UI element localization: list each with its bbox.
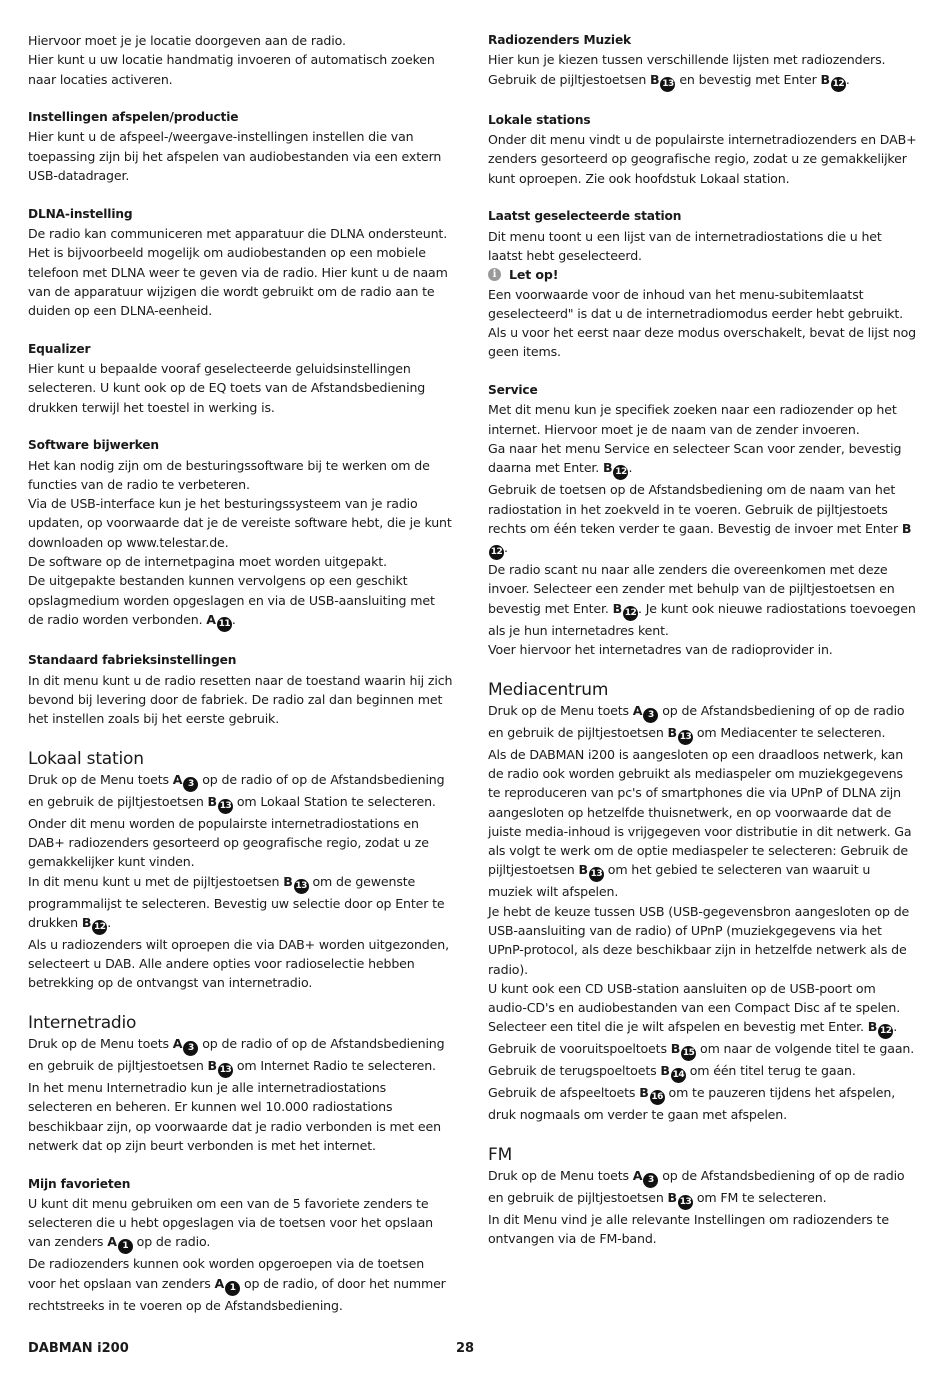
- intro-section: [28, 31, 453, 89]
- text: . Je kunt ook nieuwe radiostations toevoegen als je hun internetadres kent.: [488, 600, 916, 638]
- dlna-title: DLNA-instelling: [28, 206, 133, 221]
- text: Druk op de Menu toets: [28, 1036, 173, 1052]
- media-p3: Je hebt de keuze tussen USB (USB-gegevensbron aangesloten op de USB-aansluiting van de radio) of UPnP (muziekgegevens via het UPnP-protocol, als deze beschikbaar zijn in hetzelfde netwerk als de radio).: [488, 903, 910, 977]
- service-title: Service: [488, 383, 538, 398]
- ref-letter: A: [632, 702, 643, 718]
- equalizer-text: Hier kunt u bepaalde vooraf geselecteerde geluidsinstellingen selecteren. U kunt ook op de EQ toets van de Afstandsbediening drukken terwijl het toestel in werking is.: [28, 361, 426, 415]
- ref-letter: B: [283, 873, 293, 889]
- text: Gebruik de afspeeltoets: [488, 1085, 640, 1101]
- factory-section: [28, 651, 453, 728]
- ref-letter: B: [639, 1085, 649, 1101]
- software-p4: [28, 571, 453, 632]
- text: om de gewenste programmalijst te selecteren. Bevestig uw selectie door op Enter te drukken: [28, 873, 445, 930]
- internet-p1: [28, 1034, 453, 1078]
- ref-badge: 13: [660, 77, 675, 92]
- equalizer-title: Equalizer: [28, 341, 91, 356]
- dlna-text: De radio kan communiceren met apparatuur die DLNA ondersteunt. Het is bijvoorbeeld mogelijk om audiobestanden op een mobiele telefoon met DLNA weer te geven via de radio. Hier kunt u de naam van de apparatuur wijzigen die wordt gebruikt om de radio aan te duiden op een DLNA-eenheid.: [28, 225, 448, 319]
- text: op de Afstandsbediening of op de radio en gebruik de pijltjestoetsen: [488, 702, 905, 740]
- ref-badge: 3: [183, 777, 198, 792]
- note-text: Een voorwaarde voor de inhoud van het menu-subitemlaatst geselecteerd" is dat u de internetradiomodus eerder hebt gebruikt. Als u voor het eerst naar deze modus overschakelt, bevat de lijst nog geen items.: [488, 286, 917, 360]
- factory-text: In dit menu kunt u de radio resetten naar de toestand waarin hij zich bevond bij levering door de fabriek. De radio zal dan beginnen met het instellen zoals bij het eerste gebruik.: [28, 672, 453, 727]
- ref-letter: B: [901, 520, 912, 536]
- ref-badge: 11: [217, 617, 232, 632]
- ref-badge: 3: [643, 1173, 658, 1188]
- ref-badge: 3: [183, 1041, 198, 1056]
- intro-line-1: Hiervoor moet je je locatie doorgeven aan de radio.: [28, 33, 346, 48]
- text: Ga naar het menu Service en selecteer Scan voor zender, bevestig daarna met Enter.: [488, 440, 902, 476]
- text: om Internet Radio te selecteren.: [232, 1058, 436, 1074]
- service-p5: Voer hiervoor het internetadres van de radioprovider in.: [488, 642, 833, 658]
- service-p3: [488, 480, 918, 560]
- ref-badge: 12: [831, 77, 846, 92]
- text: om het gebied te selecteren van waaruit u muziek wilt afspelen.: [488, 862, 871, 900]
- ref-badge: 13: [589, 867, 604, 882]
- fm-heading: FM: [488, 1145, 513, 1166]
- muziek-section: [488, 31, 918, 92]
- ref-letter: B: [578, 862, 588, 878]
- lokale-title: Lokale stations: [488, 112, 591, 127]
- text: .: [893, 1019, 898, 1035]
- playback-title: Instellingen afspelen/productie: [28, 110, 239, 125]
- ref-letter: B: [667, 724, 677, 740]
- media-p2: [488, 745, 918, 902]
- text: Gebruik de terugspoeltoets: [488, 1063, 661, 1079]
- software-p3: De software op de internetpagina moet worden uitgepakt.: [28, 554, 387, 570]
- software-p1: Het kan nodig zijn om de besturingssoftware bij te werken om de functies van de radio te verbeteren.: [28, 457, 430, 492]
- ref-letter: B: [667, 1190, 677, 1206]
- software-title: Software bijwerken: [28, 438, 159, 453]
- text: en bevestig met Enter: [675, 71, 821, 87]
- lokaal-p4: Als u radiozenders wilt oproepen die via DAB+ worden uitgezonden, selecteert u DAB. Alle andere opties voor radioselectie hebben betrekking op de ontvangst van internetradio.: [28, 936, 449, 991]
- fm-section: [488, 1144, 918, 1249]
- media-section: [488, 679, 918, 1125]
- ref-letter: B: [820, 71, 830, 87]
- text: .: [628, 460, 633, 476]
- text: .: [504, 540, 508, 556]
- ref-badge: 12: [623, 606, 638, 621]
- ref-badge: 3: [643, 708, 658, 723]
- text: om Mediacenter te selecteren.: [692, 724, 886, 740]
- fm-p1: [488, 1166, 918, 1210]
- ref-badge: 14: [671, 1068, 686, 1083]
- muziek-title: Radiozenders Muziek: [488, 33, 632, 47]
- lokaal-p1: [28, 770, 453, 814]
- lokale-text: Onder dit menu vindt u de populairste internetradiozenders en DAB+ zenders gesorteerd op geografische regio, zodat u ze gemakkelijker kunt oproepen. Zie ook hoofdstuk Lokaal station.: [488, 132, 917, 186]
- text: op de radio.: [132, 1234, 211, 1250]
- text: om FM te selecteren.: [692, 1190, 827, 1206]
- text: .: [107, 914, 112, 930]
- text: op de radio of op de Afstandsbediening en gebruik de pijltjestoetsen: [28, 771, 445, 809]
- text: De radio scant nu naar alle zenders die overeenkomen met deze invoer. Selecteer een zender met behulp van de pijltjestoetsen en bevestig met Enter.: [488, 562, 895, 616]
- laatst-title: Laatst geselecteerde station: [488, 209, 682, 224]
- media-p5: [488, 1039, 918, 1061]
- text: In dit menu kunt u met de pijltjestoetsen: [28, 873, 284, 889]
- laatst-text: Dit menu toont u een lijst van de internetradiostations die u het laatst hebt geselecteerd.: [488, 228, 882, 263]
- ref-badge: 15: [681, 1046, 696, 1061]
- lokale-section: [488, 111, 918, 188]
- media-p7: [488, 1083, 918, 1124]
- service-p1: Met dit menu kun je specifiek zoeken naar een radiozender op het internet. Hiervoor moet je de naam van de zender invoeren.: [488, 402, 897, 437]
- text: .: [845, 71, 850, 87]
- text: De radiozenders kunnen ook worden opgeroepen via de toetsen voor het opslaan van zenders: [28, 1256, 425, 1291]
- laatst-section: [488, 207, 918, 361]
- ref-badge: 12: [92, 920, 107, 935]
- text: om Lokaal Station te selecteren.: [232, 793, 436, 809]
- text: om één titel terug te gaan.: [685, 1063, 856, 1079]
- text: U kunt ook een CD USB-station aansluiten op de USB-poort om audio-CD's en audiobestanden van een Compact Disc af te spelen. Selecteer een titel die je wilt afspelen en bevestig met Enter.: [488, 980, 901, 1035]
- ref-badge: 13: [678, 730, 693, 745]
- ref-letter: A: [632, 1168, 643, 1184]
- ref-badge: 12: [878, 1024, 893, 1039]
- text: op de Afstandsbediening of op de radio en gebruik de pijltjestoetsen: [488, 1168, 905, 1206]
- ref-badge: 13: [678, 1195, 693, 1210]
- muziek-text: [488, 50, 918, 91]
- internet-section: [28, 1012, 453, 1155]
- ref-badge: 12: [613, 465, 628, 480]
- software-p4-end: .: [231, 611, 236, 627]
- ref-badge: 13: [218, 799, 233, 814]
- software-p2: Via de USB-interface kun je het besturingssysteem van je radio updaten, op voorwaarde dat je de vereiste software hebt, die je kunt downloaden op www.telestar.de.: [28, 496, 452, 550]
- left-column: [28, 31, 453, 1334]
- ref-letter: B: [207, 1058, 217, 1074]
- ref-letter: B: [650, 71, 660, 87]
- ref-letter: A: [214, 1275, 225, 1291]
- text: Gebruik de vooruitspoeltoets: [488, 1041, 671, 1057]
- ref-letter: B: [603, 460, 613, 476]
- info-icon: i: [488, 268, 501, 281]
- ref-badge: 13: [218, 1063, 233, 1078]
- lokaal-heading: Lokaal station: [28, 748, 144, 769]
- ref-letter: B: [670, 1041, 681, 1057]
- favorieten-p2: [28, 1254, 453, 1315]
- software-p4-text: De uitgepakte bestanden kunnen vervolgens op een geschikt opslagmedium worden opgeslagen en via de USB-aansluiting met de radio worden verbonden.: [28, 573, 435, 627]
- ref-letter: A: [206, 611, 216, 627]
- service-p4: [488, 560, 918, 640]
- ref-letter: A: [172, 771, 183, 787]
- ref-badge: 13: [294, 879, 309, 894]
- text: U kunt dit menu gebruiken om een van de 5 favoriete zenders te selecteren die u hebt opgeslagen via de toetsen voor het opslaan van zenders: [28, 1195, 433, 1250]
- text: Gebruik de toetsen op de Afstandsbediening om de naam van het radiostation in het zoekveld in te voeren. Gebruik de pijltjestoets rechts om één teken verder te gaan. Bevestig de invoer met Enter: [488, 482, 902, 536]
- text: om naar de volgende titel te gaan.: [696, 1041, 915, 1057]
- text: Druk op de Menu toets: [488, 702, 633, 718]
- favorieten-p1: [28, 1194, 453, 1255]
- media-p6: [488, 1061, 918, 1083]
- service-p2: [488, 439, 918, 480]
- ref-badge: 12: [489, 545, 504, 560]
- text: op de radio of op de Afstandsbediening en gebruik de pijltjestoetsen: [28, 1036, 445, 1074]
- internet-heading: Internetradio: [28, 1013, 137, 1034]
- text: Druk op de Menu toets: [488, 1168, 633, 1184]
- media-heading: Mediacentrum: [488, 679, 609, 700]
- playback-text: Hier kunt u de afspeel-/weergave-instellingen instellen die van toepassing zijn bij het afspelen van audiobestanden via een extern USB-datadrager.: [28, 129, 442, 184]
- footer-model: DABMAN i200: [28, 1341, 129, 1356]
- ref-letter: A: [107, 1234, 117, 1250]
- text: Hier kun je kiezen tussen verschillende lijsten met radiozenders. Gebruik de pijltjestoetsen: [488, 52, 886, 87]
- equalizer-section: [28, 340, 453, 417]
- lokaal-p3: [28, 872, 453, 935]
- favorieten-section: [28, 1175, 453, 1315]
- service-section: [488, 381, 918, 659]
- ref-letter: A: [172, 1036, 183, 1052]
- note-title: Let op!: [509, 267, 559, 283]
- ref-letter: B: [867, 1019, 878, 1035]
- page-number: 28: [456, 1341, 475, 1356]
- ref-badge: 1: [118, 1239, 133, 1254]
- note-header: [488, 265, 918, 284]
- ref-letter: B: [81, 914, 92, 930]
- ref-badge: 1: [225, 1281, 240, 1296]
- fm-p2: In dit Menu vind je alle relevante Instellingen om radiozenders te ontvangen via de FM-band.: [488, 1212, 889, 1247]
- text: om te pauzeren tijdens het afspelen, druk nogmaals om verder te gaan met afspelen.: [488, 1085, 896, 1123]
- intro-line-2: Hier kunt u uw locatie handmatig invoeren of automatisch zoeken naar locaties activeren.: [28, 52, 435, 87]
- favorieten-title: Mijn favorieten: [28, 1176, 131, 1191]
- ref-letter: B: [207, 793, 217, 809]
- software-section: [28, 436, 453, 632]
- dlna-section: [28, 205, 453, 321]
- lokaal-section: [28, 748, 453, 993]
- internet-p2: In het menu Internetradio kun je alle internetradiostations selecteren en beheren. Er kunnen wel 10.000 radiostations beschikbaar zijn, op voorwaarde dat je radio verbonden is met een netwerk dat op zijn beurt verbonden is met het internet.: [28, 1080, 441, 1153]
- lokaal-p2: Onder dit menu worden de populairste internetradiostations en DAB+ radiozenders gesorteerd op geografische regio, zodat u ze gemakkelijker kunt vinden.: [28, 815, 429, 870]
- ref-letter: B: [660, 1063, 670, 1079]
- right-column: [488, 31, 918, 1268]
- text: Als de DABMAN i200 is aangesloten op een draadloos netwerk, kan de radio ook worden gebruikt als mediaspeler om muziekgegevens te reproduceren van pc's of smartphones die via UPnP of DLNA zijn aangesloten op hetzelfde thuisnetwerk, en op voorwaarde dat de juiste media-inhoud is vrijgegeven voor distributie in dit netwerk. Ga als volgt te werk om de optie mediaspeler te selecteren: Gebruik de pijltjestoetsen: [488, 746, 912, 878]
- media-p1: [488, 701, 918, 745]
- media-p4: [488, 979, 918, 1040]
- playback-section: [28, 108, 453, 185]
- factory-title: Standaard fabrieksinstellingen: [28, 653, 237, 668]
- ref-badge: 16: [650, 1090, 665, 1105]
- ref-letter: B: [612, 600, 623, 616]
- text: op de radio, of door het nummer rechtstreeks in te voeren op de Afstandsbediening.: [28, 1275, 446, 1313]
- text: Druk op de Menu toets: [28, 771, 173, 787]
